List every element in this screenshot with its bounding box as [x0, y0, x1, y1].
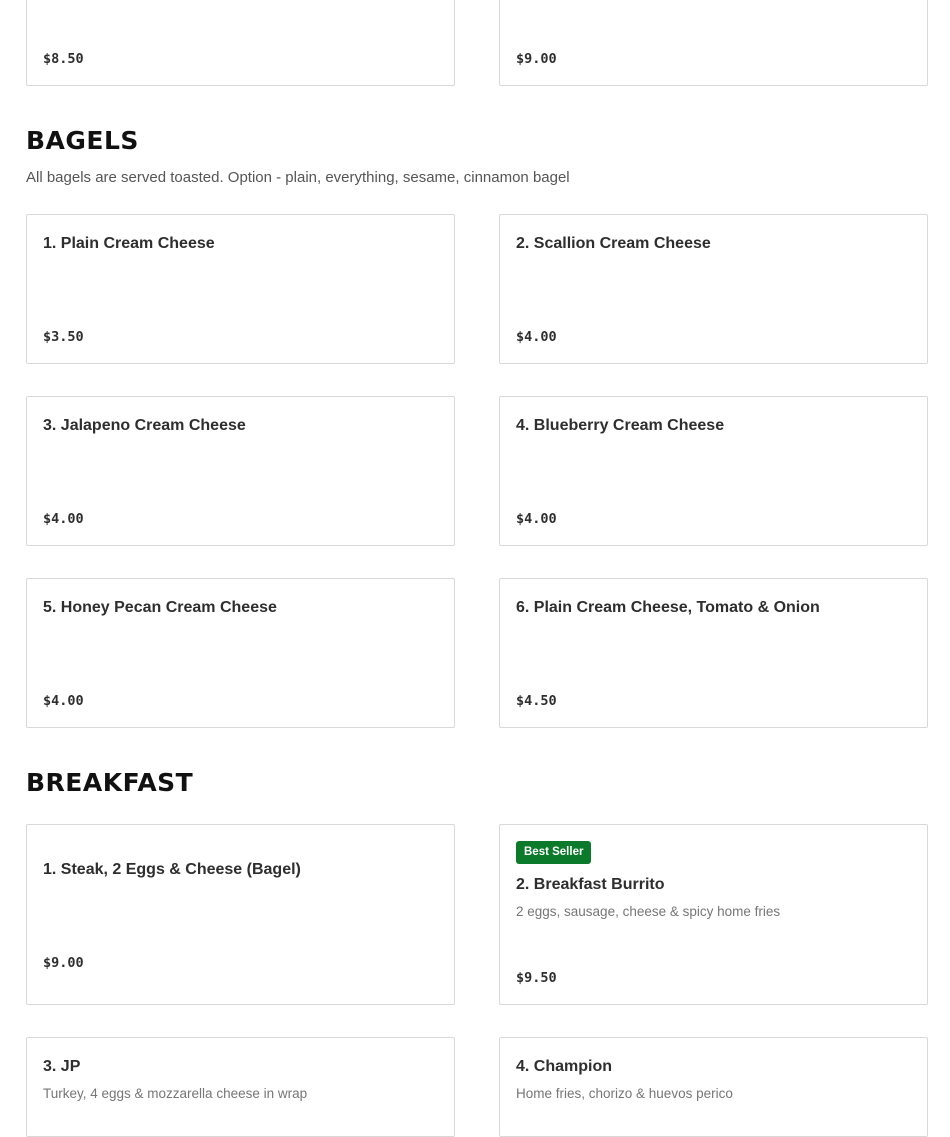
menu-item-card[interactable] — [499, 1037, 928, 1137]
item-name: 4. Blueberry Cream Cheese — [516, 417, 725, 434]
item-name: 2. Breakfast Burrito — [516, 876, 665, 893]
item-name: 1. Steak, 2 Eggs & Cheese (Bagel) — [43, 861, 301, 878]
menu-item-card[interactable] — [499, 214, 928, 364]
menu-item-card[interactable] — [499, 396, 928, 546]
menu-item-card[interactable] — [26, 396, 455, 546]
item-name: 6. Plain Cream Cheese, Tomato & Onion — [516, 599, 820, 616]
menu-item-card[interactable] — [26, 578, 455, 728]
menu-item-card[interactable] — [26, 214, 455, 364]
item-price: $9.00 — [43, 955, 84, 971]
section-title-breakfast: BREAKFAST — [26, 768, 194, 797]
item-description: 2 eggs, sausage, cheese & spicy home fries — [516, 904, 781, 919]
item-name: 3. Jalapeno Cream Cheese — [43, 417, 246, 434]
item-price: $4.50 — [516, 693, 557, 709]
best-seller-badge: Best Seller — [516, 841, 591, 864]
section-title-bagels: BAGELS — [26, 126, 139, 155]
item-price: $4.00 — [516, 511, 557, 527]
menu-item-card[interactable] — [26, 0, 455, 86]
item-name: 5. Honey Pecan Cream Cheese — [43, 599, 277, 616]
item-name: 1. Plain Cream Cheese — [43, 235, 215, 252]
item-description: Turkey, 4 eggs & mozzarella cheese in wrap — [43, 1086, 308, 1101]
item-name: 2. Scallion Cream Cheese — [516, 235, 711, 252]
menu-item-card[interactable] — [26, 824, 455, 1005]
section-description-bagels: All bagels are served toasted. Option - plain, everything, sesame, cinnamon bagel — [26, 169, 570, 186]
menu-item-card[interactable] — [499, 824, 928, 1005]
item-description: Home fries, chorizo & huevos perico — [516, 1086, 733, 1101]
menu-item-card[interactable] — [499, 578, 928, 728]
item-price: $4.00 — [43, 693, 84, 709]
item-price: $4.00 — [516, 329, 557, 345]
item-price: $9.50 — [516, 970, 557, 986]
item-name: 3. JP — [43, 1058, 81, 1075]
item-name: 4. Champion — [516, 1058, 613, 1075]
menu-item-card[interactable] — [26, 1037, 455, 1137]
item-price: $9.00 — [516, 51, 557, 67]
menu-item-card[interactable] — [499, 0, 928, 86]
item-price: $3.50 — [43, 329, 84, 345]
item-price: $8.50 — [43, 51, 84, 67]
item-price: $4.00 — [43, 511, 84, 527]
